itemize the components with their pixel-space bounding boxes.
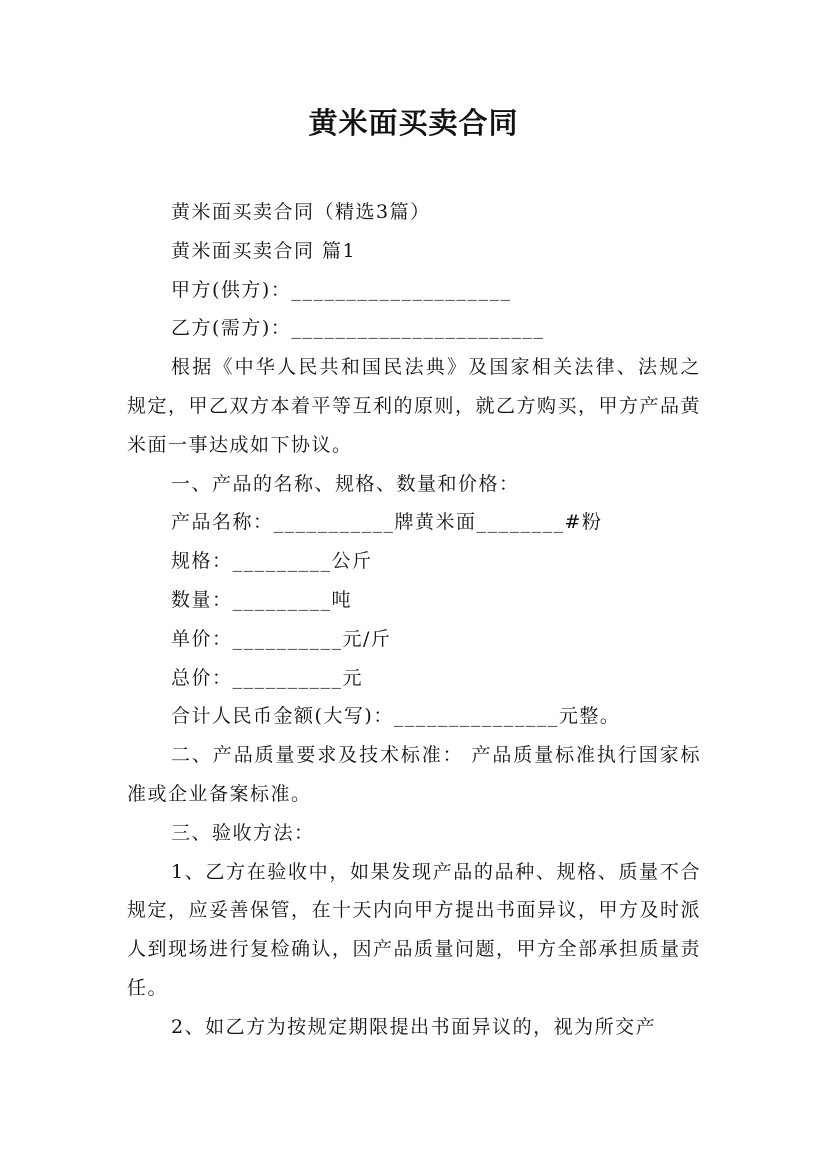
paragraph-preamble: 根据《中华人民共和国民法典》及国家相关法律、法规之规定，甲乙双方本着平等互利的原则，就乙方购买，甲方产品黄米面一事达成如下协议。 [127, 356, 702, 456]
paragraph-party-a: 甲方(供方)：____________________ [171, 278, 512, 301]
paragraph-clause-3-item-1: 1、乙方在验收中，如果发现产品的品种、规格、质量不合规定，应妥善保管，在十天内向甲方提出书面异议，甲方及时派人到现场进行复检确认，因产品质量问题，甲方全部承担质量责任。 [127, 860, 702, 999]
document-title: 黄米面买卖合同 [308, 106, 519, 140]
paragraph-specification: 规格：_________公斤 [171, 550, 373, 573]
paragraph-quantity: 数量：_________吨 [171, 588, 353, 611]
paragraph-clause-1-heading: 一、产品的名称、规格、数量和价格： [171, 472, 520, 495]
document-body [127, 193, 701, 1047]
paragraph-clause-3-heading: 三、验收方法： [171, 821, 315, 844]
paragraph-total-price: 总价：__________元 [171, 666, 364, 689]
paragraph-party-b: 乙方(需方)：_______________________ [171, 317, 545, 340]
paragraph-total-amount-words: 合计人民币金额(大写)：_______________元整。 [171, 705, 621, 728]
paragraph-clause-2: 二、产品质量要求及技术标准： 产品质量标准执行国家标准或企业备案标准。 [127, 744, 701, 805]
paragraph-product-name: 产品名称：___________牌黄米面________#粉 [171, 511, 603, 534]
paragraph-clause-3-item-2: 2、如乙方为按规定期限提出书面异议的，视为所交产 [171, 1015, 657, 1038]
paragraph-unit-price: 单价：__________元/斤 [171, 627, 392, 650]
paragraph-collection-title: 黄米面买卖合同（精选3篇） [171, 201, 431, 223]
paragraph-section-heading: 黄米面买卖合同 篇1 [171, 239, 357, 262]
